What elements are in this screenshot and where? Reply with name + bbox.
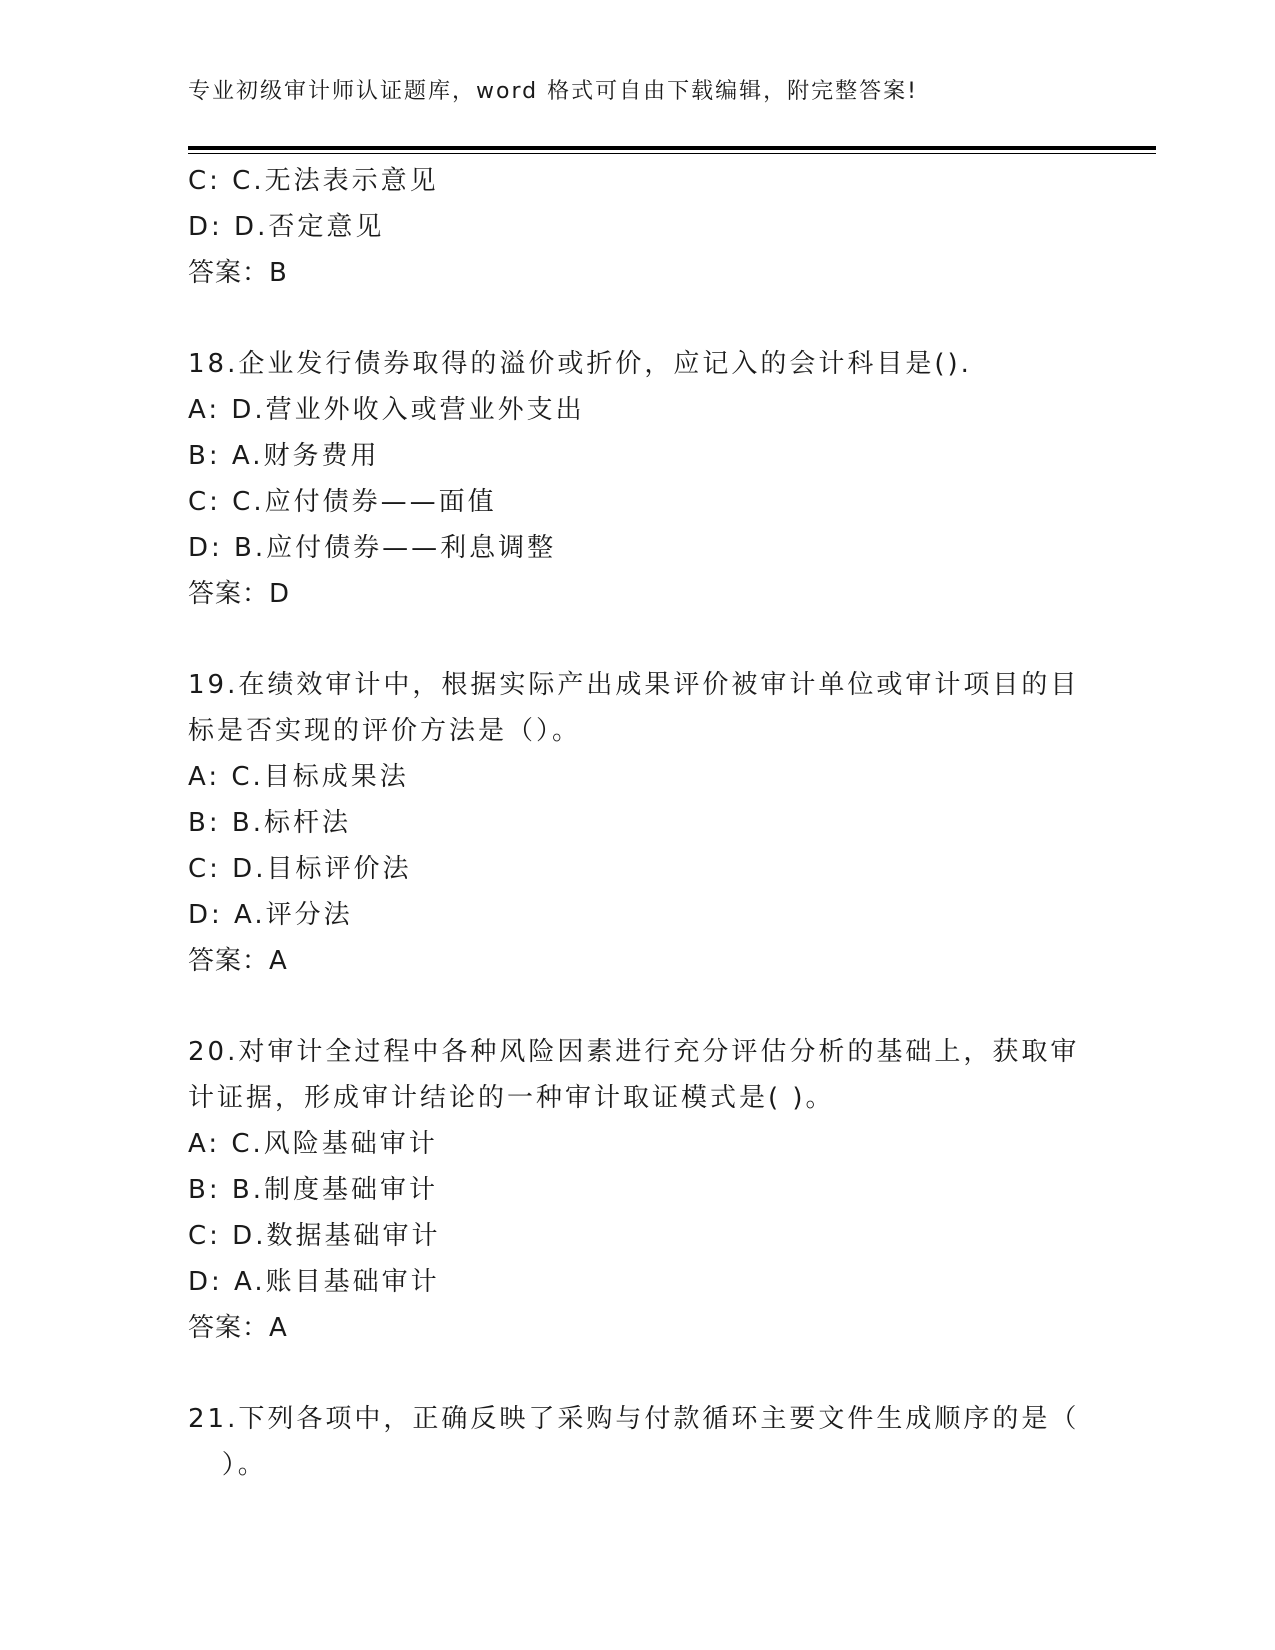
option-c: C: D.数据基础审计 [188,1221,441,1251]
question-stem-line-2: 标是否实现的评价方法是（）。 [188,716,582,746]
option-d: D: B.应付债券——利息调整 [188,533,557,563]
question-18 [188,341,1088,617]
question-stem-line-2: ）。 [188,1450,267,1480]
question-stem-line-2: 计证据，形成审计结论的一种审计取证模式是( )。 [188,1083,835,1113]
option-b: B: A.财务费用 [188,441,380,471]
answer-line: 答案：A [188,1313,288,1343]
answer-line: 答案：B [188,258,288,288]
question-list [188,158,1088,1488]
option-d: D: A.评分法 [188,900,353,930]
question-21 [188,1396,1088,1488]
question-stem-line-1: 21.下列各项中，正确反映了采购与付款循环主要文件生成顺序的是（ [188,1404,1080,1434]
question-20 [188,1029,1088,1351]
option-a: A: D.营业外收入或营业外支出 [188,395,585,425]
option-c: C: D.目标评价法 [188,854,412,884]
header-rule-thin [188,153,1156,154]
option-d: D: D.否定意见 [188,212,385,242]
option-d: D: A.账目基础审计 [188,1267,440,1297]
option-c: C: C.应付债券——面值 [188,487,497,517]
question-17-tail [188,158,1088,296]
answer-line: 答案：A [188,946,288,976]
question-stem-line-1: 19.在绩效审计中，根据实际产出成果评价被审计单位或审计项目的目 [188,670,1080,700]
question-stem: 18.企业发行债券取得的溢价或折价，应记入的会计科目是(). [188,349,972,379]
answer-line: 答案：D [188,579,291,609]
header-rule-thick [188,146,1156,150]
option-c: C: C.无法表示意见 [188,166,439,196]
option-a: A: C.风险基础审计 [188,1129,438,1159]
option-a: A: C.目标成果法 [188,762,409,792]
question-stem-line-1: 20.对审计全过程中各种风险因素进行充分评估分析的基础上，获取审 [188,1037,1080,1067]
option-b: B: B.制度基础审计 [188,1175,438,1205]
page-header: 专业初级审计师认证题库，word 格式可自由下载编辑，附完整答案! [188,79,918,104]
question-19 [188,662,1088,984]
option-b: B: B.标杆法 [188,808,351,838]
